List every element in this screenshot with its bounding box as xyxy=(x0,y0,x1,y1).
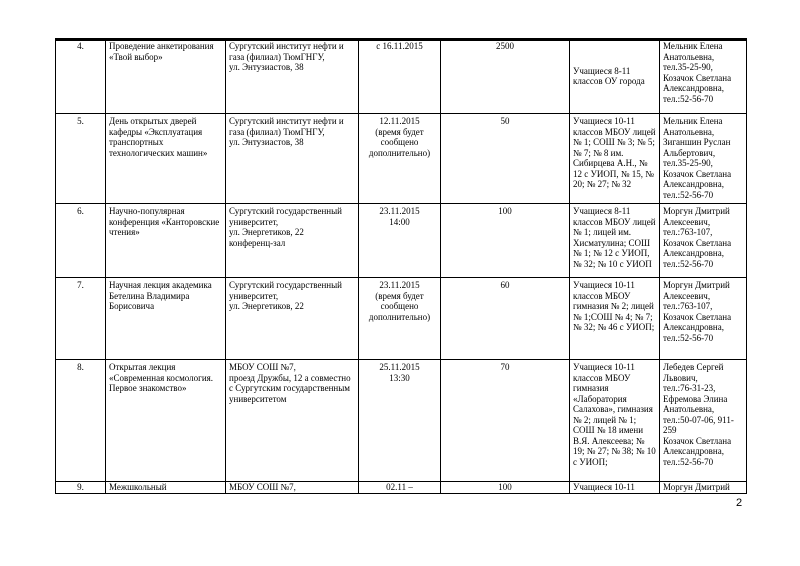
events-table xyxy=(55,38,747,494)
event-audience: Учащиеся 10-11 классов МБОУ гимназия № 2; лицей № 1;СОШ № 4; № 7; № 32; № 46 с УИОП; xyxy=(570,278,660,360)
row-number: 6. xyxy=(56,204,106,278)
event-title: Научная лекция академика Бетелина Владимира Борисовича xyxy=(106,278,226,360)
table-row xyxy=(56,360,747,482)
row-number: 7. xyxy=(56,278,106,360)
event-audience: Учащиеся 8-11 классов ОУ города xyxy=(570,39,660,114)
participant-count: 50 xyxy=(441,114,570,204)
participant-count: 70 xyxy=(441,360,570,482)
event-title: Проведение анкетирования «Твой выбор» xyxy=(106,39,226,114)
event-place: Сургутский институт нефти и газа (филиал) ТюмГНГУ, ул. Энтузиастов, 38 xyxy=(226,114,359,204)
row-number: 9. xyxy=(56,482,106,494)
event-contact: Мельник Елена Анатольевна, Зиганшин Руслан Альбертович, тел.35-25-90, Козачок Светлана Александровна, тел.:52-56-70 xyxy=(660,114,747,204)
event-date: 25.11.2015 13:30 xyxy=(359,360,441,482)
participant-count: 2500 xyxy=(441,39,570,114)
event-place: Сургутский государственный университет, ул. Энергетиков, 22 xyxy=(226,278,359,360)
event-audience: Учащиеся 10-11 xyxy=(570,482,660,494)
event-place: МБОУ СОШ №7, проезд Дружбы, 12 а совместно с Сургутским государственным университетом xyxy=(226,360,359,482)
table-top-border xyxy=(55,38,746,41)
event-contact: Моргун Дмитрий Алексеевич, тел.:763-107, Козачок Светлана Александровна, тел.:52-56-70 xyxy=(660,204,747,278)
event-title: Открытая лекция «Современная космология. Первое знакомство» xyxy=(106,360,226,482)
event-date: 02.11 – xyxy=(359,482,441,494)
event-place: Сургутский институт нефти и газа (филиал) ТюмГНГУ, ул. Энтузиастов, 38 xyxy=(226,39,359,114)
row-number: 4. xyxy=(56,39,106,114)
event-contact: Моргун Дмитрий xyxy=(660,482,747,494)
event-date: 12.11.2015 (время будет сообщено дополнительно) xyxy=(359,114,441,204)
event-place: МБОУ СОШ №7, xyxy=(226,482,359,494)
event-contact: Мельник Елена Анатольевна, тел.35-25-90, Козачок Светлана Александровна, тел.:52-56-70 xyxy=(660,39,747,114)
participant-count: 100 xyxy=(441,204,570,278)
row-number: 8. xyxy=(56,360,106,482)
event-place: Сургутский государственный университет, ул. Энергетиков, 22 конференц-зал xyxy=(226,204,359,278)
event-date: с 16.11.2015 xyxy=(359,39,441,114)
event-contact: Моргун Дмитрий Алексеевич, тел.:763-107, Козачок Светлана Александровна, тел.:52-56-70 xyxy=(660,278,747,360)
event-date: 23.11.2015 (время будет сообщено дополнительно) xyxy=(359,278,441,360)
event-title: Научно-популярная конференция «Канторовские чтения» xyxy=(106,204,226,278)
participant-count: 60 xyxy=(441,278,570,360)
table-row xyxy=(56,482,747,494)
table-row xyxy=(56,114,747,204)
event-audience: Учащиеся 10-11 классов МБОУ гимназия «Лаборатория Салахова», гимназия № 2; лицей № 1; СОШ № 18 имени В.Я. Алексеева; № 19; № 27; № 38; № 10 с УИОП; xyxy=(570,360,660,482)
page-number: 2 xyxy=(736,497,743,509)
event-title: День открытых дверей кафедры «Эксплуатация транспортных технологических машин» xyxy=(106,114,226,204)
table-row xyxy=(56,278,747,360)
participant-count: 100 xyxy=(441,482,570,494)
event-date: 23.11.2015 14:00 xyxy=(359,204,441,278)
table-row xyxy=(56,204,747,278)
table-row xyxy=(56,39,747,114)
event-audience: Учащиеся 8-11 классов МБОУ лицей № 1; лицей им. Хисматулина; СОШ № 1; № 12 с УИОП, № 32; № 10 с УИОП xyxy=(570,204,660,278)
row-number: 5. xyxy=(56,114,106,204)
event-title: Межшкольный xyxy=(106,482,226,494)
event-contact: Лебедев Сергей Львович, тел.:76-31-23, Ефремова Элина Анатольевна, тел.:50-07-06, 911-259 Козачок Светлана Александровна, тел.:52-56-70 xyxy=(660,360,747,482)
event-audience: Учащиеся 10-11 классов МБОУ лицей № 1; СОШ № 3; № 5; № 7; № 8 им. Сибирцева А.Н., № 12 с УИОП, № 15, № 20; № 27; № 32 xyxy=(570,114,660,204)
